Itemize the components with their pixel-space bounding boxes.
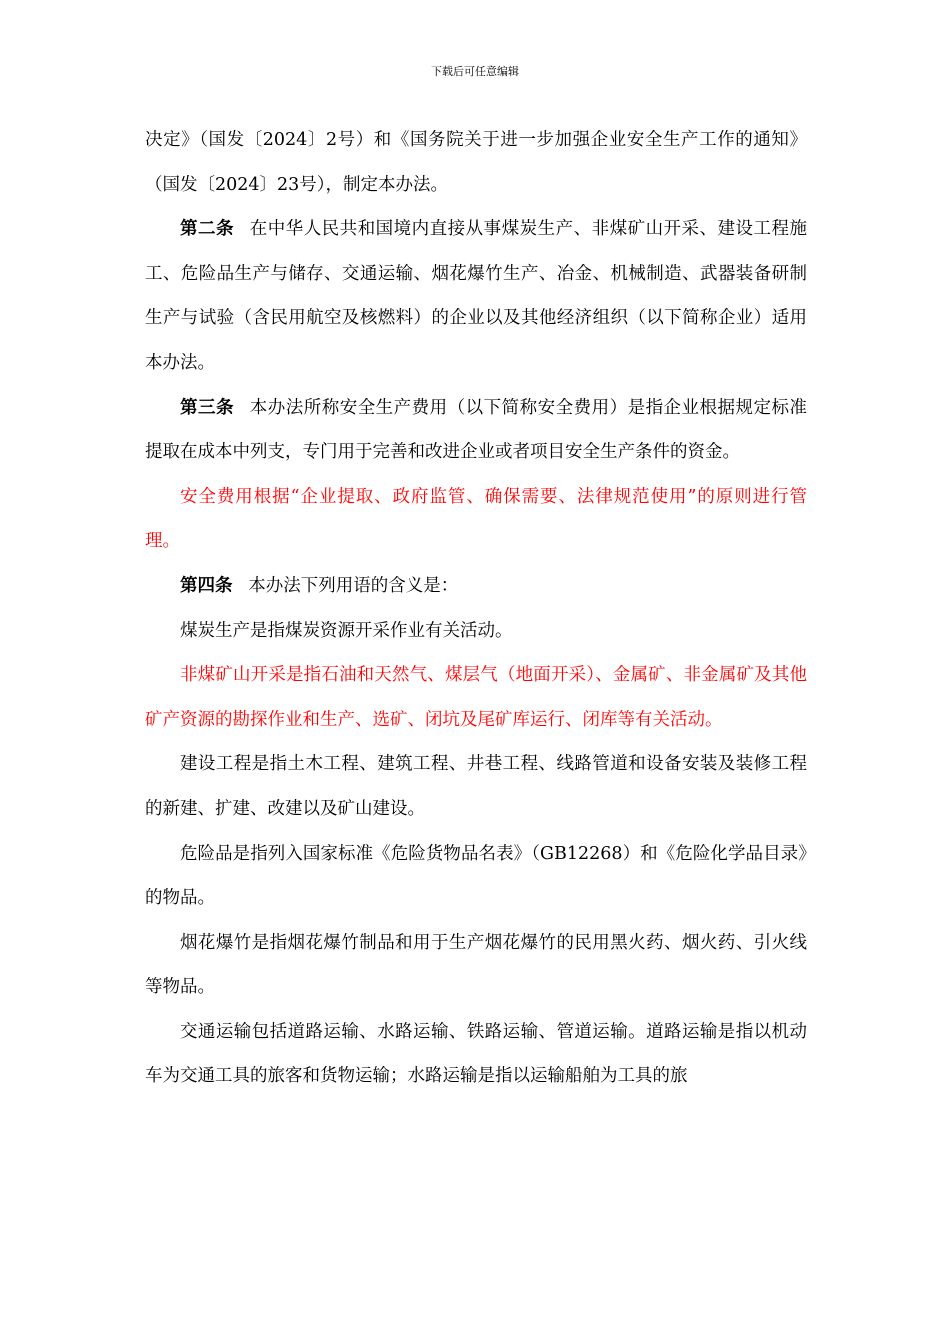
paragraph-text: 决定》（国发〔2024〕2号）和《国务院关于进一步加强企业安全生产工作的通知》（国发〔2024〕23号），制定本办法。: [145, 130, 807, 195]
paragraph-text: 非煤矿山开采是指石油和天然气、煤层气（地面开采）、金属矿、非金属矿及其他矿产资源的勘探作业和生产、选矿、闭坑及尾矿库运行、闭库等有关活动。: [145, 665, 807, 730]
article-4: [145, 564, 807, 609]
definition-fireworks: [145, 921, 807, 1010]
paragraph-text: 本办法下列用语的含义是：: [248, 575, 459, 596]
definition-hazardous-goods: [145, 832, 807, 921]
definition-coal: [145, 609, 807, 654]
document-body: [145, 118, 807, 1099]
paragraph-text: 煤炭生产是指煤炭资源开采作业有关活动。: [180, 620, 513, 641]
paragraph-text: 烟花爆竹是指烟花爆竹制品和用于生产烟花爆竹的民用黑火药、烟火药、引火线等物品。: [145, 932, 807, 998]
article-2: [145, 207, 807, 385]
definition-construction: [145, 742, 807, 831]
article-number: 第四条: [180, 575, 233, 596]
paragraph-text: 危险品是指列入国家标准《危险货物品名表》（GB12268）和《危险化学品目录》的物品。: [145, 843, 807, 909]
paragraph-text: 交通运输包括道路运输、水路运输、铁路运输、管道运输。道路运输是指以机动车为交通工具的旅客和货物运输；水路运输是指以运输船舶为工具的旅: [145, 1021, 807, 1087]
page-header: 下载后可任意编辑: [431, 65, 519, 78]
paragraph-text: 在中华人民共和国境内直接从事煤炭生产、非煤矿山开采、建设工程施工、危险品生产与储存、交通运输、烟花爆竹生产、冶金、机械制造、武器装备研制生产与试验（含民用航空及核燃料）的企业以及其他经济组织（以下简称企业）适用本办法。: [145, 219, 808, 373]
paragraph-continuation: [145, 118, 807, 207]
article-number: 第二条: [180, 219, 234, 240]
paragraph-text: 安全费用根据“企业提取、政府监管、确保需要、法律规范使用”的原则进行管理。: [145, 486, 807, 552]
definition-transportation: [145, 1010, 807, 1099]
article-3: [145, 386, 807, 475]
definition-non-coal-mining: [145, 653, 807, 742]
article-number: 第三条: [180, 397, 234, 418]
highlighted-paragraph: [145, 475, 807, 564]
paragraph-text: 本办法所称安全生产费用（以下简称安全费用）是指企业根据规定标准提取在成本中列支，专门用于完善和改进企业或者项目安全生产条件的资金。: [145, 397, 808, 463]
paragraph-text: 建设工程是指土木工程、建筑工程、井巷工程、线路管道和设备安装及装修工程的新建、扩建、改建以及矿山建设。: [145, 754, 807, 819]
